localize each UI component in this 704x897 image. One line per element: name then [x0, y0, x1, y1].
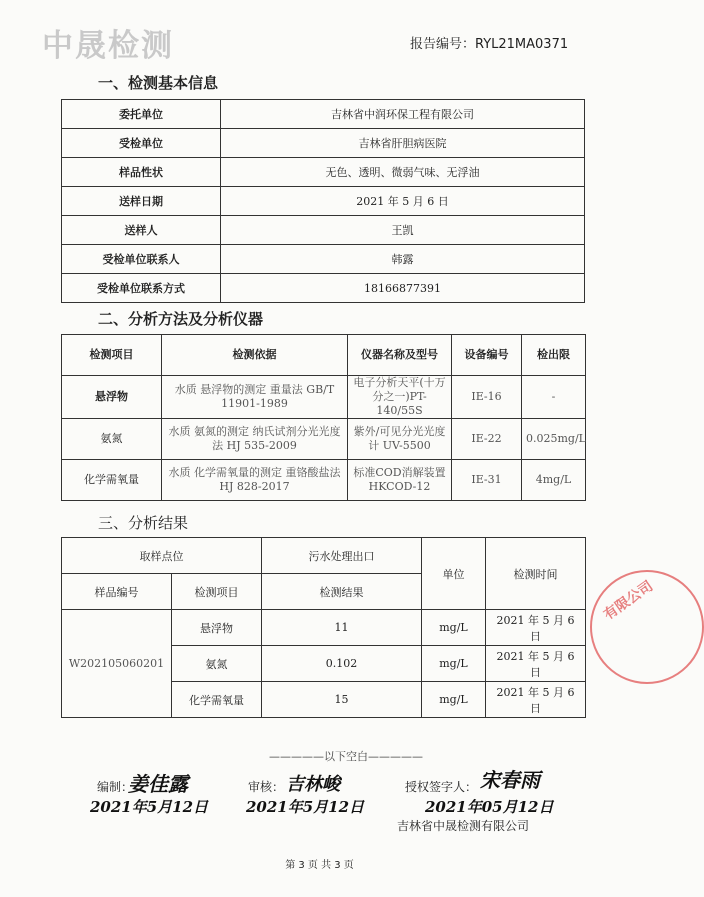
- col-basis-header: 检测依据: [162, 335, 348, 376]
- info-value: 韩露: [221, 245, 585, 274]
- method-basis: 水质 悬浮物的测定 重量法 GB/T 11901-1989: [162, 376, 348, 419]
- info-value: 吉林省中润环保工程有限公司: [221, 100, 585, 129]
- method-equip-no: IE-16: [452, 376, 522, 419]
- seal-text: 有限公司: [601, 578, 657, 624]
- result-time: 2021 年 5 月 6 日: [486, 682, 586, 718]
- method-instrument: 标准COD消解装置 HKCOD-12: [348, 460, 452, 501]
- signer-signature: 宋春雨: [480, 768, 540, 792]
- info-value: 2021 年 5 月 6 日: [221, 187, 585, 216]
- info-row: [62, 158, 585, 187]
- unit-header: 单位: [422, 538, 486, 610]
- info-label: 委托单位: [62, 100, 221, 129]
- report-number: 报告编号：RYL21MA0371: [410, 37, 569, 52]
- result-unit: mg/L: [422, 682, 486, 718]
- section2-title: 二、分析方法及分析仪器: [98, 310, 264, 328]
- reviewer-label: 审核：: [248, 780, 285, 794]
- method-instrument: 紫外/可见分光光度计 UV-5500: [348, 419, 452, 460]
- signer-label: 授权签字人：: [405, 780, 478, 794]
- method-instrument: 电子分析天平(十万分之一)PT-140/55S: [348, 376, 452, 419]
- blank-note-dash-right: —————: [368, 750, 423, 763]
- sampling-point-value: 污水处理出口: [262, 538, 422, 574]
- results-table: [61, 537, 586, 718]
- company-logo: 中晟检测: [42, 28, 174, 64]
- result-item: 化学需氧量: [172, 682, 262, 718]
- sample-no-header: 样品编号: [62, 574, 172, 610]
- result-value: 11: [262, 610, 422, 646]
- info-row: [62, 216, 585, 245]
- info-label: 送样人: [62, 216, 221, 245]
- method-table: [61, 334, 586, 501]
- issuing-company: 吉林省中晟检测有限公司: [397, 819, 530, 833]
- section3-title: 三、分析结果: [98, 514, 189, 532]
- item-header: 检测项目: [172, 574, 262, 610]
- compiler-signature: 姜佳露: [128, 772, 188, 796]
- info-value: 吉林省肝胆病医院: [221, 129, 585, 158]
- info-label: 送样日期: [62, 187, 221, 216]
- method-row: [62, 419, 586, 460]
- info-label: 受检单位联系人: [62, 245, 221, 274]
- time-header: 检测时间: [486, 538, 586, 610]
- info-value: 王凯: [221, 216, 585, 245]
- method-row: [62, 460, 586, 501]
- sample-no: W202105060201: [62, 610, 172, 718]
- sampling-point-header: 取样点位: [62, 538, 262, 574]
- method-equip-no: IE-31: [452, 460, 522, 501]
- info-row: [62, 274, 585, 303]
- method-limit: 0.025mg/L: [522, 419, 586, 460]
- result-value: 15: [262, 682, 422, 718]
- result-time: 2021 年 5 月 6 日: [486, 646, 586, 682]
- col-item-header: 检测项目: [62, 335, 162, 376]
- info-label: 受检单位: [62, 129, 221, 158]
- method-basis: 水质 化学需氧量的测定 重铬酸盐法 HJ 828-2017: [162, 460, 348, 501]
- result-unit: mg/L: [422, 646, 486, 682]
- info-value: 无色、透明、微弱气味、无浮油: [221, 158, 585, 187]
- result-item: 氨氮: [172, 646, 262, 682]
- compiler-label: 编制：: [97, 780, 134, 794]
- method-row: [62, 376, 586, 419]
- info-label: 受检单位联系方式: [62, 274, 221, 303]
- method-item: 化学需氧量: [62, 460, 162, 501]
- method-limit: 4mg/L: [522, 460, 586, 501]
- method-item: 氨氮: [62, 419, 162, 460]
- result-unit: mg/L: [422, 610, 486, 646]
- compiler-date: 2021年5月12日: [90, 798, 209, 816]
- page-number: 第 3 页 共 3 页: [285, 860, 354, 871]
- method-limit: -: [522, 376, 586, 419]
- info-row: [62, 187, 585, 216]
- info-label: 样品性状: [62, 158, 221, 187]
- section1-title: 一、检测基本信息: [98, 74, 219, 92]
- info-row: [62, 245, 585, 274]
- col-limit-header: 检出限: [522, 335, 586, 376]
- reviewer-signature: 吉林峻: [286, 774, 340, 795]
- result-item: 悬浮物: [172, 610, 262, 646]
- col-instrument-header: 仪器名称及型号: [348, 335, 452, 376]
- company-seal: [590, 570, 704, 684]
- col-equip-header: 设备编号: [452, 335, 522, 376]
- result-value: 0.102: [262, 646, 422, 682]
- signer-date: 2021年05月12日: [425, 798, 554, 816]
- method-basis: 水质 氨氮的测定 纳氏试剂分光光度法 HJ 535-2009: [162, 419, 348, 460]
- result-header: 检测结果: [262, 574, 422, 610]
- info-row: [62, 100, 585, 129]
- result-time: 2021 年 5 月 6 日: [486, 610, 586, 646]
- info-value: 18166877391: [221, 274, 585, 303]
- basic-info-table: [61, 99, 585, 303]
- blank-note: [232, 748, 460, 764]
- method-item: 悬浮物: [62, 376, 162, 419]
- method-header-row: [62, 335, 586, 376]
- blank-note-text: 以下空白: [324, 750, 368, 763]
- method-equip-no: IE-22: [452, 419, 522, 460]
- reviewer-date: 2021年5月12日: [246, 798, 365, 816]
- blank-note-dash-left: —————: [269, 750, 324, 763]
- info-row: [62, 129, 585, 158]
